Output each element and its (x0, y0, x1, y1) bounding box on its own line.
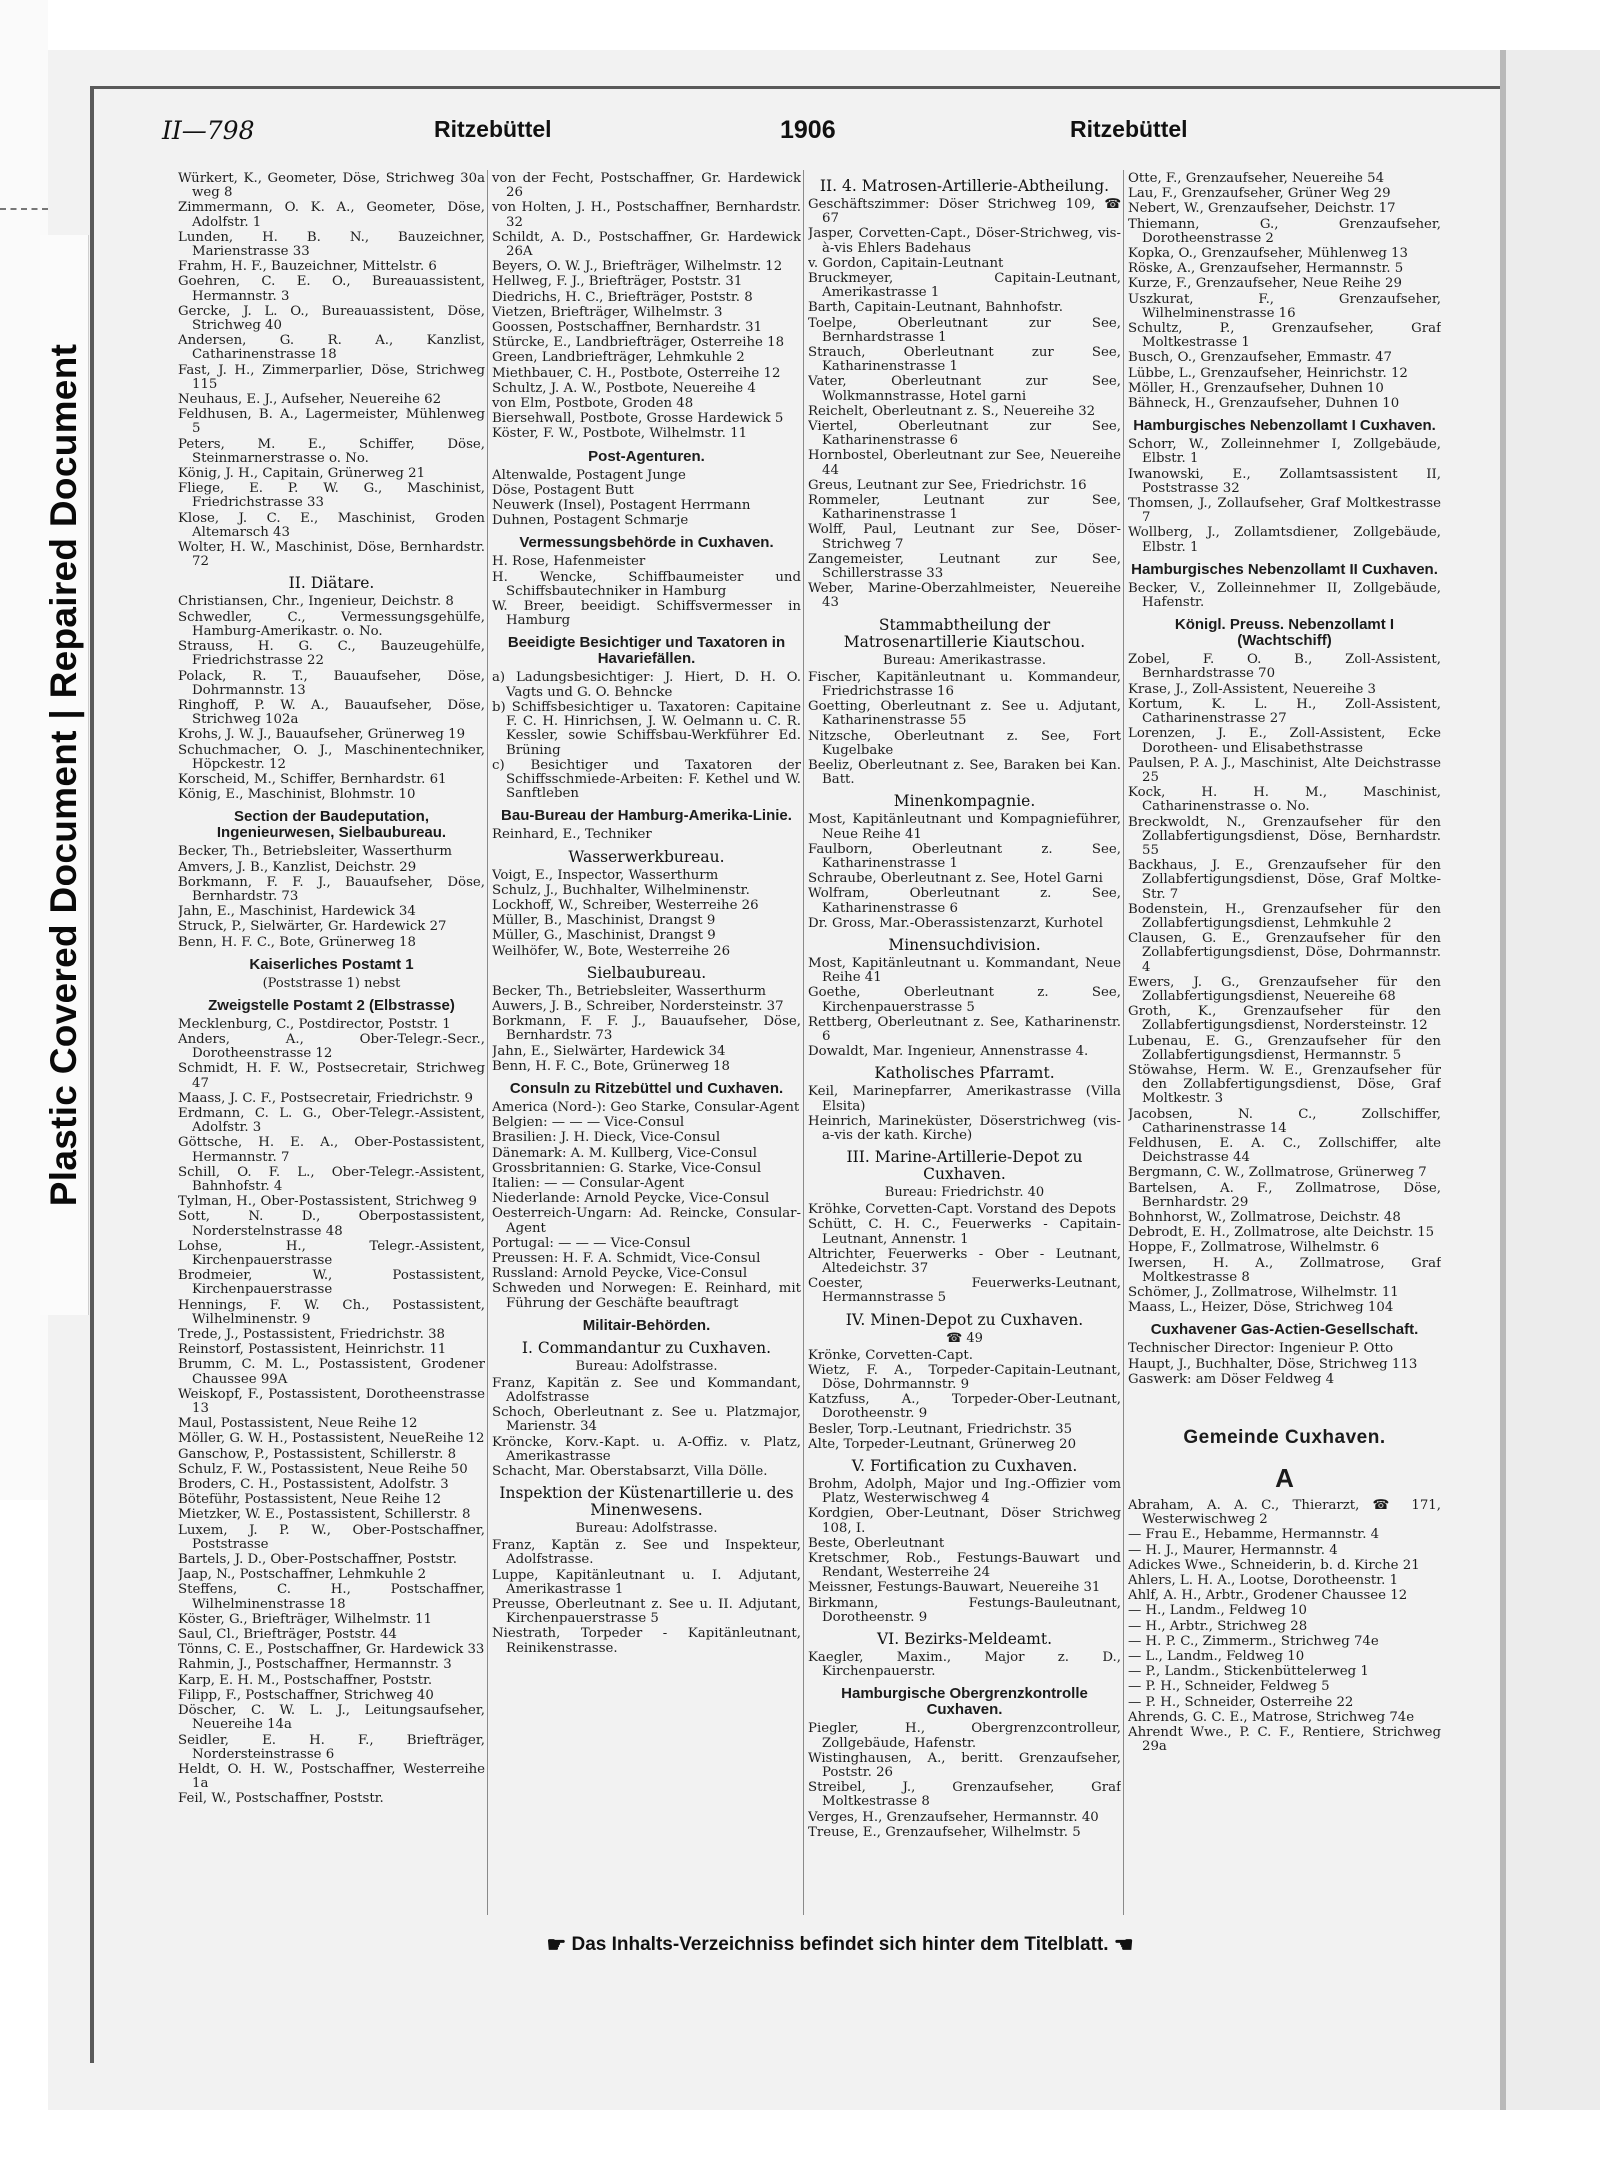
entry: Kurze, F., Grenzaufseher, Neue Reihe 29 (1128, 276, 1402, 292)
entry: Lockhoff, W., Schreiber, Westerreihe 26 (492, 897, 759, 913)
page-frame-left (90, 88, 94, 2063)
entry: Schultz, J. A. W., Postbote, Neuereihe 4 (492, 380, 756, 396)
entry: Döse, Postagent Butt (492, 482, 634, 498)
entry: Italien: — — Consular-Agent (492, 1175, 685, 1191)
entry: H. Rose, Hafenmeister (492, 554, 646, 570)
entry: Christiansen, Chr., Ingenieur, Deichstr. 8 (178, 594, 454, 610)
entry: Schuchmacher, O. J., Maschinentechniker, Höpckestr. 12 (178, 742, 485, 772)
entry: Zobel, F. O. B., Zoll-Assistent, Bernhardstrasse 70 (1128, 652, 1441, 682)
entry: Goetting, Oberleutnant z. See u. Adjutant, Katharinenstrasse 55 (808, 699, 1121, 729)
subsection-heading: II. 4. Matrosen-Artillerie-Abtheilung. (819, 177, 1110, 195)
entry: Maass, L., Heizer, Döse, Strichweg 104 (1128, 1300, 1394, 1316)
section-heading: Militair-Behörden. (582, 1316, 711, 1334)
section-heading: Post-Agenturen. (588, 447, 705, 465)
entry: Kröhke, Corvetten-Capt. Vorstand des Depots (808, 1202, 1116, 1218)
entry: Nitzsche, Oberleutnant z. See, Fort Kugelbake (808, 728, 1121, 758)
entry: Stöwahse, Herm. W. E., Grenzaufseher für den Zollabfertigungsdienst, Döse, Graf Moltkestr. 3 (1128, 1062, 1441, 1107)
header-place-left: Ritzebüttel (434, 116, 552, 142)
entry: Iwersen, H. A., Zollmatrose, Graf Moltkestrasse 8 (1128, 1255, 1441, 1285)
entry: Tönns, C. E., Postschaffner, Gr. Hardewick 33 (178, 1642, 485, 1658)
entry: Wolff, Paul, Leutnant zur See, Döser-Strichweg 7 (808, 522, 1121, 552)
entry: Karp, E. H. M., Postschaffner, Poststr. (178, 1672, 433, 1688)
entry: Gaswerk: am Döser Feldweg 4 (1128, 1371, 1335, 1387)
entry: Borkmann, F. F. J., Bauaufseher, Döse, Bernhardstr. 73 (178, 874, 485, 904)
entry: America (Nord-): Geo Starke, Consular-Agent (492, 1099, 800, 1115)
entry: Strauch, Oberleutnant zur See, Katharinenstrasse 1 (808, 345, 1121, 375)
entry: Köster, F. W., Postbote, Wilhelmstr. 11 (492, 426, 748, 442)
subsection-heading: Minenkompagnie. (893, 792, 1036, 811)
entry: Grossbritannien: G. Starke, Vice-Consul (492, 1160, 762, 1176)
entry: W. Breer, beeidigt. Schiffsvermesser in Hamburg (492, 599, 801, 629)
entry: Krohs, J. W. J., Bauaufseher, Grünerweg 19 (178, 727, 466, 743)
entry: Clausen, G. E., Grenzaufseher für den Zollabfertigungsdienst, Döse, Dohrmannstr. 4 (1128, 931, 1441, 975)
entry: Adickes Wwe., Schneiderin, b. d. Kirche 21 (1128, 1557, 1420, 1573)
entry: Gercke, J. L. O., Bureauassistent, Döse, Strichweg 40 (178, 303, 485, 334)
running-header (162, 116, 1447, 150)
entry: Coester, Feuerwerks-Leutnant, Hermannstrasse 5 (808, 1276, 1121, 1306)
entry: Brumm, C. M. L., Postassistent, Grodener Chaussee 99A (178, 1357, 485, 1387)
entry: Voigt, E., Inspector, Wasserthurm (492, 867, 719, 883)
entry: Groth, K., Grenzaufseher für den Zollabfertigungsdienst, Nordersteinstr. 12 (1128, 1004, 1441, 1034)
entry: Schultz, P., Grenzaufseher, Graf Moltkestrasse 1 (1128, 321, 1441, 351)
entry: Kock, H. H. M., Maschinist, Catharinenstrasse o. No. (1128, 785, 1441, 815)
entry: Otte, F., Grenzaufseher, Neuereihe 54 (1128, 172, 1385, 186)
entry: Uszkurat, F., Grenzaufseher, Wilhelminenstrasse 16 (1128, 291, 1441, 321)
entry: Nebert, W., Grenzaufseher, Deichstr. 17 (1128, 201, 1396, 217)
entry: — H., Landm., Feldweg 10 (1128, 1603, 1307, 1619)
entry: Bähneck, H., Grenzaufseher, Duhnen 10 (1128, 396, 1400, 412)
entry: König, E., Maschinist, Blohmstr. 10 (178, 787, 416, 803)
entry: Rahmin, J., Postschaffner, Hermannstr. 3 (178, 1657, 452, 1673)
column-3 (808, 172, 1121, 1917)
section-heading: Zweigstelle Postamt 2 (Elbstrasse) (208, 996, 455, 1014)
header-year: 1906 (780, 116, 836, 144)
entry: Andersen, G. R. A., Kanzlist, Catharinenstrasse 18 (178, 333, 485, 363)
entry: Faulborn, Oberleutnant z. See, Katharinenstrasse 1 (808, 841, 1121, 871)
entry: c) Besichtiger und Taxatoren der Schiffsschmiede-Arbeiten: F. Kethel und W. Sanftleben (492, 757, 801, 802)
entry: Rommeler, Leutnant zur See, Katharinenstrasse 1 (808, 493, 1121, 523)
entry: Piegler, H., Obergrenzcontrolleur, Zollgebäude, Hafenstr. (808, 1721, 1121, 1751)
entry: Möller, H., Grenzaufseher, Duhnen 10 (1128, 380, 1384, 396)
entry: Fast, J. H., Zimmerparlier, Döse, Strichweg 115 (178, 362, 485, 392)
section-note: ☎ 49 (946, 1330, 983, 1346)
column-rule (487, 170, 488, 1915)
entry: Schwedler, C., Vermessungsgehülfe, Hamburg-Amerikastr. o. No. (178, 609, 485, 639)
subsection-heading: V. Fortification zu Cuxhaven. (851, 1457, 1078, 1476)
column-rule (803, 170, 804, 1915)
entry: Heldt, O. H. W., Postschaffner, Westerreihe 1a (178, 1761, 485, 1792)
subsection-heading: I. Commandantur zu Cuxhaven. (521, 1338, 772, 1357)
entry: Dänemark: A. M. Kullberg, Vice-Consul (492, 1145, 758, 1161)
entry: Iwanowski, E., Zollamtsassistent II, Poststrasse 32 (1128, 466, 1441, 496)
entry: Diedrichs, H. C., Briefträger, Poststr. 8 (492, 289, 753, 305)
entry: Zangemeister, Leutnant zur See, Schillerstrasse 33 (808, 551, 1121, 582)
footer-text: Das Inhalts-Verzeichniss befindet sich hinter dem Titelblatt. (571, 1934, 1109, 1956)
entry: Fliege, E. P. W. G., Maschinist, Friedrichstrasse 33 (178, 481, 485, 511)
entry: — H., Arbtr., Strichweg 28 (1128, 1618, 1308, 1634)
entry: Schweden und Norwegen: E. Reinhard, mit Führung der Geschäfte beauftragt (492, 1281, 801, 1311)
subsection-heading: Sielbaubureau. (586, 963, 707, 982)
entry: Brodmeier, W., Postassistent, Kirchenpauerstrasse (178, 1268, 485, 1298)
entry: von der Fecht, Postschaffner, Gr. Hardewick 26 (492, 172, 801, 201)
entry: Trede, J., Postassistent, Friedrichstr. 38 (178, 1327, 445, 1343)
entry: Anders, A., Ober-Telegr.-Secr., Dorotheenstrasse 12 (178, 1031, 485, 1062)
entry: a) Ladungsbesichtiger: J. Hiert, D. H. O. Vagts und G. O. Behncke (492, 670, 801, 700)
entry: Miethbauer, C. H., Postbote, Osterreihe 12 (492, 365, 781, 381)
entry: Becker, Th., Betriebsleiter, Wasserthurm (178, 844, 452, 860)
entry: Schildt, A. D., Postschaffner, Gr. Hardewick 26A (492, 229, 801, 260)
section-heading: Hamburgische Obergrenzkontrolle Cuxhaven. (841, 1685, 1088, 1719)
entry: Kröncke, Korv.-Kapt. u. A-Offiz. v. Platz, Amerikastrasse (492, 1434, 801, 1464)
entry: Paulsen, P. A. J., Maschinist, Alte Deichstrasse 25 (1128, 755, 1441, 785)
entry: Portugal: — — — Vice-Consul (492, 1235, 691, 1251)
entry: Alte, Torpeder-Leutnant, Grünerweg 20 (808, 1436, 1077, 1452)
entry: Bergmann, C. W., Zollmatrose, Grünerweg 7 (1128, 1165, 1427, 1181)
entry: Lubenau, E. G., Grenzaufseher für den Zollabfertigungsdienst, Hermannstr. 5 (1128, 1033, 1441, 1063)
subsection-heading: Minensuchdivision. (888, 935, 1041, 954)
subsection-heading: Wasserwerkbureau. (568, 847, 725, 866)
entry: Erdmann, C. L. G., Ober-Telegr.-Assistent, Adolfstr. 3 (178, 1105, 485, 1136)
entry: Bruckmeyer, Capitain-Leutnant, Amerikastrasse 1 (808, 271, 1121, 301)
entry: Dowaldt, Mar. Ingenieur, Annenstrasse 4. (808, 1044, 1089, 1060)
entry: Schmidt, H. F. W., Postsecretair, Strichweg 47 (178, 1061, 485, 1091)
entry: Backhaus, J. E., Grenzaufseher für den Zollabfertigungsdienst, Döse, Graf Moltke-Str. 7 (1128, 858, 1441, 902)
entry: Technischer Director: Ingenieur P. Otto (1128, 1341, 1394, 1357)
entry: Jasper, Corvetten-Capt., Döser-Strichweg, vis-à-vis Ehlers Badehaus (808, 226, 1121, 256)
entry: von Holten, J. H., Postschaffner, Bernhardstr. 32 (492, 200, 801, 230)
entry: Böteführ, Postassistent, Neue Reihe 12 (178, 1492, 442, 1508)
entry: Ahlers, L. H. A., Lootse, Dorotheenstr. 1 (1128, 1573, 1399, 1589)
spine-label: Plastic Covered Document | Repaired Document (43, 343, 84, 1207)
entry: Debrodt, E. H., Zollmatrose, alte Deichstr. 15 (1128, 1225, 1435, 1241)
page-number: II—798 (162, 116, 255, 145)
entry: — Frau E., Hebamme, Hermannstr. 4 (1128, 1527, 1380, 1543)
entry: Weilhöfer, W., Bote, Westerreihe 26 (492, 943, 731, 959)
entry: — L., Landm., Feldweg 10 (1128, 1649, 1305, 1665)
entry: Köster, G., Briefträger, Wilhelmstr. 11 (178, 1611, 432, 1627)
entry: Polack, R. T., Bauaufseher, Döse, Dohrmannstr. 13 (178, 668, 485, 698)
entry: Dr. Gross, Mar.-Oberassistenzarzt, Kurhotel (808, 915, 1104, 931)
subsection-heading: Inspektion der Küstenartillerie u. des Minenwesens. (499, 1484, 794, 1520)
entry: Lorenzen, J. E., Zoll-Assistent, Ecke Dorotheen- und Elisabethstrasse (1128, 726, 1441, 756)
entry: Meissner, Festungs-Bauwart, Neuereihe 31 (808, 1580, 1101, 1596)
entry: Reichelt, Oberleutnant z. S., Neuereihe 32 (808, 403, 1096, 419)
entry: Jahn, E., Maschinist, Hardewick 34 (178, 904, 416, 920)
entry: Niederlande: Arnold Peycke, Vice-Consul (492, 1191, 770, 1207)
subsection-heading: Stammabtheilung der Matrosenartillerie Kiautschou. (843, 615, 1086, 651)
entry: Stürcke, E., Landbriefträger, Osterreihe 18 (492, 335, 785, 351)
entry: Toelpe, Oberleutnant zur See, Bernhardstrasse 1 (808, 315, 1121, 345)
entry: Besler, Torp.-Leutnant, Friedrichstr. 35 (808, 1421, 1073, 1437)
entry: Russland: Arnold Peycke, Vice-Consul (492, 1266, 748, 1282)
entry: b) Schiffsbesichtiger u. Taxatoren: Capitaine F. C. H. Hinrichsen, J. W. Oelmann u. C. R. Kessler, sowie Schiffsbau-Werkführer Ed. Brüning (492, 699, 801, 758)
entry: Ringhoff, P. W. A., Bauaufseher, Döse, Strichweg 102a (178, 697, 485, 728)
entry: Schill, O. F. L., Ober-Telegr.-Assistent, Bahnhofstr. 4 (178, 1164, 485, 1194)
entry: Weber, Marine-Oberzahlmeister, Neuereihe 43 (808, 581, 1121, 611)
entry: Bartelsen, A. F., Zollmatrose, Döse, Bernhardstr. 29 (1128, 1180, 1441, 1210)
entry: Ahrends, G. C. E., Matrose, Strichweg 74e (1128, 1709, 1415, 1725)
entry: Hellweg, F. J., Briefträger, Poststr. 31 (492, 274, 743, 290)
section-note: Bureau: Amerikastrasse. (883, 652, 1046, 668)
section-heading: Kaiserliches Postamt 1 (249, 955, 414, 973)
section-heading: Hamburgisches Nebenzollamt I Cuxhaven. (1133, 417, 1436, 435)
page-margin-strip (1506, 50, 1600, 2110)
entry: Saul, Cl., Briefträger, Poststr. 44 (178, 1627, 397, 1643)
section-heading: Hamburgisches Nebenzollamt II Cuxhaven. (1131, 560, 1438, 578)
subsection-heading: IV. Minen-Depot zu Cuxhaven. (845, 1310, 1084, 1329)
entry: — P. H., Schneider, Osterreihe 22 (1128, 1694, 1354, 1710)
entry: Verges, H., Grenzaufseher, Hermannstr. 40 (808, 1809, 1099, 1825)
section-note: (Poststrasse 1) nebst (262, 975, 401, 991)
entry: Altrichter, Feuerwerks - Ober - Leutnant, Altedeichstr. 37 (808, 1246, 1121, 1276)
entry: Kortum, K. L. H., Zoll-Assistent, Catharinenstrasse 27 (1128, 696, 1441, 727)
entry: Goethe, Oberleutnant z. See, Kirchenpauerstrasse 5 (808, 985, 1121, 1015)
entry: Lunden, H. B. N., Bauzeichner, Marienstrasse 33 (178, 229, 485, 260)
entry: Mietzker, W. E., Postassistent, Schillerstr. 8 (178, 1507, 471, 1523)
entry: Luxem, J. P. W., Ober-Postschaffner, Poststrasse (178, 1522, 485, 1552)
entry: Hornbostel, Oberleutnant zur See, Neuereihe 44 (808, 448, 1121, 478)
entry: Maul, Postassistent, Neue Reihe 12 (178, 1416, 418, 1432)
entry: Lau, F., Grenzaufseher, Grüner Weg 29 (1128, 186, 1391, 202)
entry: Weiskopf, F., Postassistent, Dorotheenstrasse 13 (178, 1386, 485, 1417)
entry: Preusse, Oberleutnant z. See u. II. Adjutant, Kirchenpauerstrasse 5 (492, 1597, 801, 1627)
entry: Ahrendt Wwe., P. C. F., Rentiere, Strichweg 29a (1128, 1725, 1441, 1755)
entry: Ganschow, P., Postassistent, Schillerstr. 8 (178, 1446, 457, 1462)
entry: Röske, A., Grenzaufseher, Hermannstr. 5 (1128, 261, 1404, 277)
section-note: Bureau: Friedrichstr. 40 (884, 1185, 1045, 1201)
entry: Schütt, C. H. C., Feuerwerks - Capitain-Leutnant, Annenstr. 1 (808, 1217, 1121, 1247)
entry: Reinhard, E., Techniker (492, 827, 652, 843)
entry: Becker, Th., Betriebsleiter, Wasserthurm (492, 983, 766, 999)
entry: Seidler, E. H. F., Briefträger, Nordersteinstrasse 6 (178, 1732, 485, 1762)
entry: Steffens, C. H., Postschaffner, Wilhelminenstrasse 18 (178, 1582, 485, 1612)
entry: Reinstorf, Postassistent, Heinrichstr. 11 (178, 1342, 447, 1358)
entry: Müller, G., Maschinist, Drangst 9 (492, 928, 716, 944)
entry: Wolter, H. W., Maschinist, Döse, Bernhardstr. 72 (178, 540, 485, 570)
entry: — H. P. C., Zimmerm., Strichweg 74e (1128, 1633, 1379, 1649)
entry: Filipp, F., Postschaffner, Strichweg 40 (178, 1687, 434, 1703)
section-heading: Section der Baudeputation, Ingenieurwesen, Sielbaubureau. (216, 808, 447, 842)
entry: von Elm, Postbote, Groden 48 (492, 396, 694, 412)
section-heading: Königl. Preuss. Nebenzollamt I (Wachtschiff) (1174, 616, 1395, 650)
entry: — P. H., Schneider, Feldweg 5 (1128, 1679, 1330, 1695)
entry: Kaegler, Maxim., Major z. D., Kirchenpauerstr. (808, 1650, 1121, 1680)
entry: Struck, P., Sielwärter, Gr. Hardewick 27 (178, 919, 447, 935)
entry: Lübbe, L., Grenzaufseher, Heinrichstr. 12 (1128, 365, 1408, 381)
entry: Treuse, E., Grenzaufseher, Wilhelmstr. 5 (808, 1824, 1081, 1840)
entry: v. Gordon, Capitain-Leutnant (808, 255, 1004, 271)
entry: Jacobsen, N. C., Zollschiffer, Catharinenstrasse 14 (1128, 1106, 1441, 1136)
entry: H. Wencke, Schiffbaumeister und Schiffsbautechniker in Hamburg (492, 569, 801, 599)
subsection-heading: VI. Bezirks-Meldeamt. (876, 1630, 1053, 1649)
section-heading: Vermessungsbehörde in Cuxhaven. (519, 534, 774, 552)
entry: Barth, Capitain-Leutnant, Bahnhofstr. (808, 300, 1063, 316)
entry: Borkmann, F. F. J., Bauaufseher, Döse, Bernhardstr. 73 (492, 1014, 801, 1044)
entry: Rettberg, Oberleutnant z. See, Katharinenstr. 6 (808, 1014, 1121, 1044)
entry: Krase, J., Zoll-Assistent, Neuereihe 3 (1128, 681, 1377, 697)
entry: Becker, V., Zolleinnehmer II, Zollgebäude, Hafenstr. (1128, 580, 1441, 611)
entry: Auwers, J. B., Schreiber, Nordersteinstr. 37 (492, 998, 784, 1014)
entry: Döscher, C. W. L. J., Leitungsaufseher, Neuereihe 14a (178, 1703, 485, 1733)
entry: Schömer, J., Zollmatrose, Wilhelmstr. 11 (1128, 1285, 1399, 1301)
entry: Busch, O., Grenzaufseher, Emmastr. 47 (1128, 350, 1393, 366)
entry: Lohse, H., Telegr.-Assistent, Kirchenpauerstrasse (178, 1238, 485, 1268)
entry: Möller, G. W. H., Postassistent, NeueReihe 12 (178, 1431, 485, 1447)
page-frame-top (90, 86, 1500, 89)
entry: Wollberg, J., Zollamtsdiener, Zollgebäude, Elbstr. 1 (1128, 525, 1441, 555)
entry: Vietzen, Briefträger, Wilhelmstr. 3 (492, 304, 723, 320)
entry: Oesterreich-Ungarn: Ad. Reincke, Consular-Agent (492, 1206, 801, 1236)
entry: Kopka, O., Grenzaufseher, Mühlenweg 13 (1128, 246, 1408, 262)
entry: Katzfuss, A., Torpeder-Ober-Leutnant, Dorotheenstr. 9 (808, 1392, 1121, 1422)
entry: Abraham, A. A. C., Thierarzt, ☎ 171, Westerwischweg 2 (1128, 1498, 1441, 1528)
entry: Würkert, K., Geometer, Döse, Strichweg 30a weg 8 (178, 172, 485, 201)
entry: Biersehwall, Postbote, Grosse Hardewick 5 (492, 411, 784, 427)
entry: — H. J., Maurer, Hermannstr. 4 (1128, 1542, 1338, 1558)
entry: — P., Landm., Stickenbüttelerweg 1 (1128, 1664, 1369, 1680)
entry: Maass, J. C. F., Postsecretair, Friedrichstr. 9 (178, 1090, 473, 1106)
entry: Sott, N. D., Oberpostassistent, Norderstelnstrasse 48 (178, 1209, 485, 1239)
footer-note (400, 1932, 1280, 1960)
entry: Thiemann, G., Grenzaufseher, Dorotheenstrasse 2 (1128, 216, 1441, 246)
entry: Franz, Kapitän z. See und Kommandant, Adolfstrasse (492, 1375, 801, 1405)
entry: Hennings, F. W. Ch., Postassistent, Wilhelminenstr. 9 (178, 1297, 485, 1327)
entry: Brohm, Adolph, Major und Ing.-Offizier vom Platz, Westerwischweg 4 (808, 1477, 1121, 1507)
entry: Schulz, J., Buchhalter, Wilhelminenstr. (492, 882, 750, 898)
entry: Feldhusen, E. A. C., Zollschiffer, alte Deichstrasse 44 (1128, 1135, 1441, 1166)
entry: Breckwoldt, N., Grenzaufseher für den Zollabfertigungsdienst, Döse, Bernhardstr. 55 (1128, 814, 1441, 858)
entry: Feil, W., Postschaffner, Poststr. (178, 1791, 384, 1807)
entry: Bohnhorst, W., Zollmatrose, Deichstr. 48 (1128, 1210, 1401, 1225)
entry: Keil, Marinepfarrer, Amerikastrasse (Villa Elsita) (808, 1084, 1121, 1114)
entry: Krönke, Corvetten-Capt. (808, 1347, 973, 1363)
subsection-heading: II. Diätare. (288, 574, 375, 593)
entry: König, J. H., Capitain, Grünerweg 21 (178, 466, 426, 482)
entry: Müller, B., Maschinist, Drangst 9 (492, 913, 716, 929)
entry: Duhnen, Postagent Schmarje (492, 513, 689, 529)
entry: Bartels, J. D., Ober-Postschaffner, Poststr. (178, 1552, 457, 1568)
entry: Heinrich, Marineküster, Döserstrichweg (vis-a-vis der kath. Kirche) (808, 1113, 1121, 1143)
section-note: Bureau: Adolfstrasse. (575, 1521, 718, 1537)
entry: Geschäftszimmer: Döser Strichweg 109, ☎ 67 (808, 197, 1121, 227)
entry: Strauss, H. G. C., Bauzeugehülfe, Friedrichstrasse 22 (178, 639, 485, 669)
entry: Benn, H. F. C., Bote, Grünerweg 18 (178, 934, 416, 950)
entry: Viertel, Oberleutnant zur See, Katharinenstrasse 6 (808, 419, 1121, 449)
entry: Thomsen, J., Zollaufseher, Graf Moltkestrasse 7 (1128, 496, 1441, 526)
pointing-hand-icon: ☛ (546, 1932, 567, 1957)
entry: Beeliz, Oberleutnant z. See, Baraken bei Kan. Batt. (808, 757, 1121, 788)
entry: Wietz, F. A., Torpeder-Capitain-Leutnant, Döse, Dohrmannstr. 9 (808, 1362, 1121, 1392)
entry: Most, Kapitänleutnant u. Kommandant, Neue Reihe 41 (808, 955, 1121, 986)
entry: Most, Kapitänleutnant und Kompagnieführer, Neue Reihe 41 (808, 812, 1121, 842)
entry: Schorr, W., Zolleinnehmer I, Zollgebäude, Elbstr. 1 (1128, 437, 1441, 467)
entry: Göttsche, H. E. A., Ober-Postassistent, Hermannstr. 7 (178, 1135, 485, 1165)
subsection-heading: Katholisches Pfarramt. (874, 1064, 1055, 1083)
entry: Beste, Oberleutnant (808, 1535, 945, 1551)
entry: Greus, Leutnant zur See, Friedrichstr. 16 (808, 477, 1087, 493)
column-rule (1123, 170, 1124, 1915)
entry: Korscheid, M., Schiffer, Bernhardstr. 61 (178, 771, 447, 787)
entry: Altenwalde, Postagent Junge (492, 467, 686, 483)
entry: Goossen, Postschaffner, Bernhardstr. 31 (492, 320, 763, 336)
entry: Kordgien, Ober-Leutnant, Döser Strichweg 108, I. (808, 1506, 1121, 1536)
entry: Streibel, J., Grenzaufseher, Graf Moltkestrasse 8 (808, 1780, 1121, 1810)
entry: Schoch, Oberleutnant z. See u. Platzmajor, Marienstr. 34 (492, 1405, 801, 1435)
entry: Klose, J. C. E., Maschinist, Groden Altemarsch 43 (178, 510, 485, 540)
entry: Neuwerk (Insel), Postagent Herrmann (492, 498, 751, 514)
entry: Benn, H. F. C., Bote, Grünerweg 18 (492, 1058, 730, 1074)
entry: Preussen: H. F. A. Schmidt, Vice-Consul (492, 1250, 761, 1266)
entry: Neuhaus, E. J., Aufseher, Neuereihe 62 (178, 392, 442, 408)
entry: Ewers, J. G., Grenzaufseher für den Zollabfertigungsdienst, Neuereihe 68 (1128, 974, 1441, 1004)
section-heading: Cuxhavener Gas-Actien-Gesellschaft. (1150, 1321, 1419, 1339)
entry: Luppe, Kapitänleutnant u. I. Adjutant, Amerikastrasse 1 (492, 1567, 801, 1597)
entry: Zimmermann, O. K. A., Geometer, Döse, Adolfstr. 1 (178, 200, 485, 230)
entry: Haupt, J., Buchhalter, Döse, Strichweg 113 (1128, 1356, 1418, 1372)
entry: Goehren, C. E. O., Bureauassistent, Hermannstr. 3 (178, 274, 485, 304)
entry: Birkmann, Festungs-Bauleutnant, Dorotheenstr. 9 (808, 1595, 1121, 1625)
entry: Wistinghausen, A., beritt. Grenzaufseher, Poststr. 26 (808, 1750, 1121, 1781)
entry: Green, Landbriefträger, Lehmkuhle 2 (492, 350, 745, 366)
entry: Fischer, Kapitänleutnant u. Kommandeur, Friedrichstrasse 16 (808, 669, 1121, 699)
entry: Jahn, E., Sielwärter, Hardewick 34 (492, 1043, 726, 1059)
subsection-heading: III. Marine-Artillerie-Depot zu Cuxhaven. (846, 1148, 1083, 1184)
entry: Hoppe, F., Zollmatrose, Wilhelmstr. 6 (1128, 1240, 1380, 1256)
pointing-hand-icon: ☚ (1113, 1932, 1134, 1957)
entry: Schacht, Mar. Oberstabsarzt, Villa Dölle. (492, 1464, 768, 1480)
column-4 (1128, 172, 1441, 1917)
entry: Beyers, O. W. J., Briefträger, Wilhelmstr. 12 (492, 259, 783, 275)
entry: Bodenstein, H., Grenzaufseher für den Zollabfertigungsdienst, Lehmkuhle 2 (1128, 901, 1441, 931)
entry: Tylman, H., Ober-Postassistent, Strichweg 9 (178, 1194, 477, 1210)
section-title: Gemeinde Cuxhaven. (1183, 1427, 1386, 1449)
header-place-right: Ritzebüttel (1070, 116, 1188, 142)
entry: Mecklenburg, C., Postdirector, Poststr. 1 (178, 1016, 451, 1032)
column-2 (492, 172, 801, 1917)
entry: Belgien: — — — Vice-Consul (492, 1115, 685, 1131)
entry: Brasilien: J. H. Dieck, Vice-Consul (492, 1130, 721, 1146)
entry: Feldhusen, B. A., Lagermeister, Mühlenweg 5 (178, 407, 485, 437)
section-heading: Bau-Bureau der Hamburg-Amerika-Linie. (501, 807, 792, 825)
section-note: Bureau: Adolfstrasse. (575, 1358, 718, 1374)
entry: Niestrath, Torpeder - Kapitänleutnant, Reinikenstrasse. (492, 1626, 801, 1656)
index-letter: A (1275, 1463, 1294, 1494)
section-heading: Consuln zu Ritzebüttel und Cuxhaven. (509, 1079, 784, 1097)
entry: Ahlf, A. H., Arbtr., Grodener Chaussee 12 (1128, 1588, 1408, 1604)
entry: Wolfram, Oberleutnant z. See, Katharinenstrasse 6 (808, 886, 1121, 916)
entry: Kretschmer, Rob., Festungs-Bauwart und Rendant, Westerreihe 24 (808, 1551, 1121, 1581)
entry: Schulz, F. W., Postassistent, Neue Reihe 50 (178, 1461, 468, 1477)
entry: Jaap, N., Postschaffner, Lehmkuhle 2 (178, 1567, 427, 1583)
entry: Broders, C. H., Postassistent, Adolfstr. 3 (178, 1477, 449, 1493)
entry: Frahm, H. F., Bauzeichner, Mittelstr. 6 (178, 259, 437, 275)
column-1 (178, 172, 485, 1917)
entry: Franz, Kaptän z. See und Inspekteur, Adolfstrasse. (492, 1538, 801, 1568)
entry: Peters, M. E., Schiffer, Döse, Steinmarnerstrasse o. No. (178, 436, 485, 466)
entry: Vater, Oberleutnant zur See, Wolkmannstrasse, Hotel garni (808, 374, 1121, 404)
section-heading: Beeidigte Besichtiger und Taxatoren in Havariefällen. (507, 634, 786, 668)
entry: Schraube, Oberleutnant z. See, Hotel Garni (808, 871, 1103, 887)
entry: Amvers, J. B., Kanzlist, Deichstr. 29 (178, 859, 417, 875)
